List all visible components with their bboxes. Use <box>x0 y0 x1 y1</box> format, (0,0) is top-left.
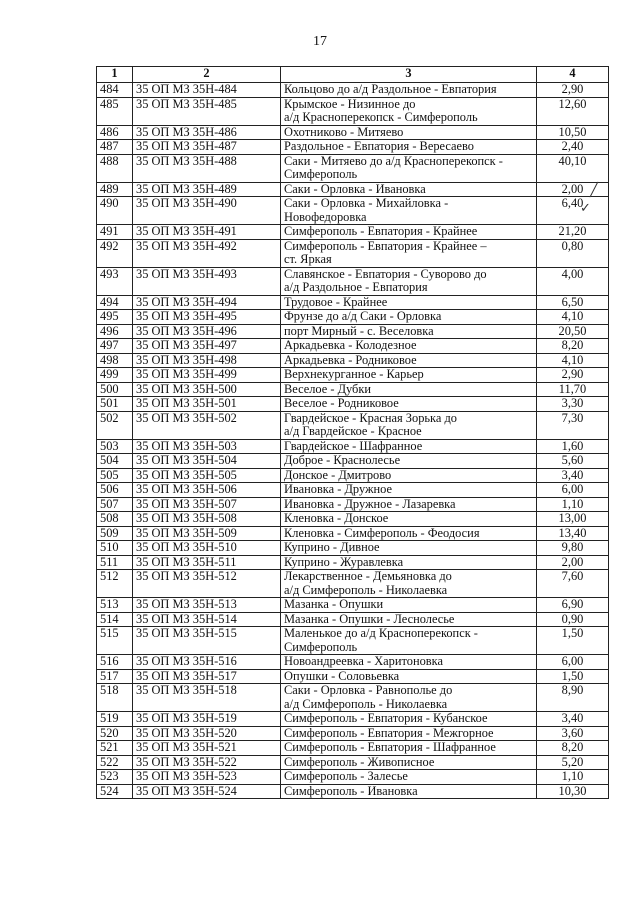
road-name <box>281 140 537 155</box>
road-length: 3,40 <box>537 468 609 483</box>
road-code: 35 ОП МЗ 35Н-523 <box>133 770 281 785</box>
road-name <box>281 154 537 182</box>
row-number: 496 <box>97 324 133 339</box>
road-length: 7,60 <box>537 570 609 598</box>
road-name-line: Симферополь - Евпатория - Кубанское <box>284 711 488 725</box>
road-code: 35 ОП МЗ 35Н-498 <box>133 353 281 368</box>
road-length: 2,90 <box>537 368 609 383</box>
row-number: 510 <box>97 541 133 556</box>
road-length: 0,90 <box>537 612 609 627</box>
road-code: 35 ОП МЗ 35Н-512 <box>133 570 281 598</box>
road-name <box>281 239 537 267</box>
road-code: 35 ОП МЗ 35Н-496 <box>133 324 281 339</box>
road-name <box>281 627 537 655</box>
table-row <box>97 541 609 556</box>
road-code: 35 ОП МЗ 35Н-513 <box>133 598 281 613</box>
table-row <box>97 454 609 469</box>
road-code: 35 ОП МЗ 35Н-497 <box>133 339 281 354</box>
table-row <box>97 368 609 383</box>
road-code: 35 ОП МЗ 35Н-500 <box>133 382 281 397</box>
road-name <box>281 512 537 527</box>
row-number: 493 <box>97 267 133 295</box>
road-length: 6,90 <box>537 598 609 613</box>
road-name-line: Саки - Орловка - Равнополье до <box>284 683 453 697</box>
road-name-line: Аркадьевка - Колодезное <box>284 338 417 352</box>
table-row <box>97 140 609 155</box>
table-row <box>97 741 609 756</box>
road-name-line: Симферополь - Залесье <box>284 769 408 783</box>
table-row <box>97 555 609 570</box>
table-row <box>97 397 609 412</box>
table-row <box>97 97 609 125</box>
row-number: 505 <box>97 468 133 483</box>
road-code: 35 ОП МЗ 35Н-489 <box>133 182 281 197</box>
row-number: 503 <box>97 439 133 454</box>
column-header: 1 <box>97 67 133 83</box>
road-name-line: Симферополь <box>284 639 358 654</box>
road-name-line: порт Мирный - с. Веселовка <box>284 324 434 338</box>
row-number: 514 <box>97 612 133 627</box>
road-length: 2,00 <box>537 182 609 197</box>
row-number: 508 <box>97 512 133 527</box>
road-length: 1,60 <box>537 439 609 454</box>
table-row <box>97 197 609 225</box>
road-name-line: Саки - Орловка - Ивановка <box>284 182 426 196</box>
road-name-line: Охотниково - Митяево <box>284 125 404 139</box>
road-name <box>281 669 537 684</box>
row-number: 502 <box>97 411 133 439</box>
table-row <box>97 295 609 310</box>
road-name-line: Аркадьевка - Родниковое <box>284 353 417 367</box>
road-length: 4,10 <box>537 353 609 368</box>
road-length: 8,90 <box>537 684 609 712</box>
table-row <box>97 755 609 770</box>
road-name <box>281 197 537 225</box>
table-row <box>97 497 609 512</box>
road-name <box>281 295 537 310</box>
road-name <box>281 97 537 125</box>
road-name-line: Славянское - Евпатория - Суворово до <box>284 267 487 281</box>
row-number: 486 <box>97 125 133 140</box>
road-name-line: Кленовка - Симферополь - Феодосия <box>284 526 480 540</box>
road-name <box>281 655 537 670</box>
road-code: 35 ОП МЗ 35Н-493 <box>133 267 281 295</box>
road-code: 35 ОП МЗ 35Н-490 <box>133 197 281 225</box>
road-code: 35 ОП МЗ 35Н-509 <box>133 526 281 541</box>
road-name-line: Симферополь - Евпатория - Крайнее – <box>284 239 487 253</box>
road-length: 12,60 <box>537 97 609 125</box>
road-name <box>281 397 537 412</box>
table-row <box>97 526 609 541</box>
road-code: 35 ОП МЗ 35Н-514 <box>133 612 281 627</box>
road-length: 40,10 <box>537 154 609 182</box>
row-number: 519 <box>97 712 133 727</box>
road-name-line: Ивановка - Дружное <box>284 482 393 496</box>
road-name-line: Раздольное - Евпатория - Вересаево <box>284 139 474 153</box>
row-number: 511 <box>97 555 133 570</box>
row-number: 501 <box>97 397 133 412</box>
road-code: 35 ОП МЗ 35Н-501 <box>133 397 281 412</box>
road-name-line: Куприно - Журавлевка <box>284 555 404 569</box>
road-code: 35 ОП МЗ 35Н-520 <box>133 726 281 741</box>
road-name-line: Новоандреевка - Харитоновка <box>284 654 443 668</box>
handwritten-check-mark: ╱ <box>590 183 598 198</box>
road-name <box>281 267 537 295</box>
road-name <box>281 555 537 570</box>
road-name <box>281 310 537 325</box>
column-header: 2 <box>133 67 281 83</box>
road-code: 35 ОП МЗ 35Н-504 <box>133 454 281 469</box>
road-code: 35 ОП МЗ 35Н-492 <box>133 239 281 267</box>
road-length: 6,00 <box>537 655 609 670</box>
road-code: 35 ОП МЗ 35Н-508 <box>133 512 281 527</box>
road-name-line: Доброе - Краснолесье <box>284 453 401 467</box>
road-code: 35 ОП МЗ 35Н-519 <box>133 712 281 727</box>
road-code: 35 ОП МЗ 35Н-494 <box>133 295 281 310</box>
road-registry-table <box>96 66 609 799</box>
table-row <box>97 310 609 325</box>
road-name <box>281 726 537 741</box>
road-name <box>281 770 537 785</box>
road-length: 10,30 <box>537 784 609 799</box>
row-number: 512 <box>97 570 133 598</box>
road-name <box>281 741 537 756</box>
row-number: 517 <box>97 669 133 684</box>
road-code: 35 ОП МЗ 35Н-502 <box>133 411 281 439</box>
road-length: 13,00 <box>537 512 609 527</box>
road-length: 6,40 <box>537 197 609 225</box>
road-length: 0,80 <box>537 239 609 267</box>
road-name-line: Мазанка - Опушки <box>284 597 384 611</box>
road-name <box>281 439 537 454</box>
road-name-line: Новофедоровка <box>284 209 367 224</box>
row-number: 500 <box>97 382 133 397</box>
road-name <box>281 784 537 799</box>
row-number: 499 <box>97 368 133 383</box>
road-code: 35 ОП МЗ 35Н-488 <box>133 154 281 182</box>
road-name <box>281 468 537 483</box>
row-number: 507 <box>97 497 133 512</box>
road-length: 2,00 <box>537 555 609 570</box>
road-name-line: Фрунзе до а/д Саки - Орловка <box>284 309 442 323</box>
table-row <box>97 353 609 368</box>
road-length: 20,50 <box>537 324 609 339</box>
road-code: 35 ОП МЗ 35Н-517 <box>133 669 281 684</box>
road-name <box>281 454 537 469</box>
table-row <box>97 770 609 785</box>
road-code: 35 ОП МЗ 35Н-485 <box>133 97 281 125</box>
road-name-line: а/д Гвардейское - Красное <box>284 424 422 438</box>
table-row <box>97 324 609 339</box>
road-name-line: Мазанка - Опушки - Леснолесье <box>284 612 455 626</box>
road-length: 9,80 <box>537 541 609 556</box>
road-length: 13,40 <box>537 526 609 541</box>
road-length: 2,90 <box>537 83 609 98</box>
road-name <box>281 353 537 368</box>
row-number: 504 <box>97 454 133 469</box>
table-row <box>97 512 609 527</box>
road-code: 35 ОП МЗ 35Н-518 <box>133 684 281 712</box>
road-length: 3,30 <box>537 397 609 412</box>
road-code: 35 ОП МЗ 35Н-486 <box>133 125 281 140</box>
road-name-line: Гвардейское - Красная Зорька до <box>284 411 457 425</box>
road-name-line: Симферополь - Ивановка <box>284 784 418 798</box>
road-code: 35 ОП МЗ 35Н-521 <box>133 741 281 756</box>
road-code: 35 ОП МЗ 35Н-506 <box>133 483 281 498</box>
road-name-line: Веселое - Родниковое <box>284 396 399 410</box>
road-name <box>281 225 537 240</box>
road-code: 35 ОП МЗ 35Н-507 <box>133 497 281 512</box>
road-length: 3,40 <box>537 712 609 727</box>
row-number: 509 <box>97 526 133 541</box>
road-name-line: Симферополь - Евпатория - Межгорное <box>284 726 494 740</box>
table-body <box>97 83 609 799</box>
table-row <box>97 225 609 240</box>
row-number: 498 <box>97 353 133 368</box>
row-number: 484 <box>97 83 133 98</box>
table-row <box>97 570 609 598</box>
road-name <box>281 598 537 613</box>
road-name <box>281 755 537 770</box>
row-number: 523 <box>97 770 133 785</box>
table-row <box>97 684 609 712</box>
table-header-row <box>97 67 609 83</box>
table-row <box>97 83 609 98</box>
road-name-line: Трудовое - Крайнее <box>284 295 388 309</box>
road-code: 35 ОП МЗ 35Н-524 <box>133 784 281 799</box>
table-row <box>97 182 609 197</box>
road-code: 35 ОП МЗ 35Н-516 <box>133 655 281 670</box>
road-name <box>281 612 537 627</box>
column-header: 4 <box>537 67 609 83</box>
road-name-line: а/д Симферополь - Николаевка <box>284 582 448 597</box>
road-name-line: Саки - Митяево до а/д Красноперекопск - <box>284 154 503 168</box>
road-length: 10,50 <box>537 125 609 140</box>
road-length: 8,20 <box>537 339 609 354</box>
table-row <box>97 267 609 295</box>
table-row <box>97 239 609 267</box>
road-name-line: Куприно - Дивное <box>284 540 380 554</box>
table-row <box>97 712 609 727</box>
road-name <box>281 368 537 383</box>
row-number: 495 <box>97 310 133 325</box>
road-code: 35 ОП МЗ 35Н-522 <box>133 755 281 770</box>
table-row <box>97 154 609 182</box>
road-code: 35 ОП МЗ 35Н-487 <box>133 140 281 155</box>
table-row <box>97 468 609 483</box>
road-name-line: Симферополь - Евпатория - Крайнее <box>284 224 478 238</box>
row-number: 520 <box>97 726 133 741</box>
road-name-line: а/д Красноперекопск - Симферополь <box>284 110 478 124</box>
road-length: 1,10 <box>537 497 609 512</box>
road-name-line: Симферополь <box>284 167 358 181</box>
road-name <box>281 712 537 727</box>
road-name <box>281 497 537 512</box>
row-number: 488 <box>97 154 133 182</box>
road-name-line: а/д Симферополь - Николаевка <box>284 696 448 711</box>
road-code: 35 ОП МЗ 35Н-491 <box>133 225 281 240</box>
road-length: 8,20 <box>537 741 609 756</box>
road-name <box>281 382 537 397</box>
row-number: 494 <box>97 295 133 310</box>
table-row <box>97 726 609 741</box>
road-code: 35 ОП МЗ 35Н-503 <box>133 439 281 454</box>
table-row <box>97 339 609 354</box>
road-name-line: Ивановка - Дружное - Лазаревка <box>284 497 456 511</box>
road-name <box>281 339 537 354</box>
road-name <box>281 541 537 556</box>
row-number: 515 <box>97 627 133 655</box>
road-name <box>281 411 537 439</box>
row-number: 513 <box>97 598 133 613</box>
table-row <box>97 598 609 613</box>
road-code: 35 ОП МЗ 35Н-495 <box>133 310 281 325</box>
road-name <box>281 526 537 541</box>
road-name-line: Опушки - Соловьевка <box>284 669 400 683</box>
row-number: 492 <box>97 239 133 267</box>
road-name-line: Симферополь - Живописное <box>284 755 435 769</box>
road-name <box>281 684 537 712</box>
row-number: 487 <box>97 140 133 155</box>
road-length: 21,20 <box>537 225 609 240</box>
road-length: 4,10 <box>537 310 609 325</box>
road-name <box>281 483 537 498</box>
row-number: 516 <box>97 655 133 670</box>
row-number: 518 <box>97 684 133 712</box>
road-code: 35 ОП МЗ 35Н-510 <box>133 541 281 556</box>
road-name-line: Донское - Дмитрово <box>284 468 392 482</box>
road-name-line: Верхнекурганное - Карьер <box>284 367 424 381</box>
road-name-line: Лекарственное - Демьяновка до <box>284 569 452 583</box>
road-name <box>281 83 537 98</box>
road-length: 1,50 <box>537 627 609 655</box>
road-name-line: Саки - Орловка - Михайловка - <box>284 196 449 210</box>
road-name-line: Крымское - Низинное до <box>284 97 416 111</box>
table-row <box>97 612 609 627</box>
page-number: 17 <box>313 34 327 49</box>
column-header: 3 <box>281 67 537 83</box>
road-name-line: Кленовка - Донское <box>284 511 389 525</box>
row-number: 497 <box>97 339 133 354</box>
row-number: 522 <box>97 755 133 770</box>
road-length: 4,00 <box>537 267 609 295</box>
road-length: 6,00 <box>537 483 609 498</box>
handwritten-check-mark: ✓ <box>580 201 591 216</box>
road-name-line: а/д Раздольное - Евпатория <box>284 280 428 294</box>
road-code: 35 ОП МЗ 35Н-511 <box>133 555 281 570</box>
road-length: 1,50 <box>537 669 609 684</box>
table-row <box>97 669 609 684</box>
road-code: 35 ОП МЗ 35Н-515 <box>133 627 281 655</box>
road-name-line: Маленькое до а/д Красноперекопск - <box>284 626 478 640</box>
road-name-line: Веселое - Дубки <box>284 382 372 396</box>
road-length: 11,70 <box>537 382 609 397</box>
table-row <box>97 627 609 655</box>
road-code: 35 ОП МЗ 35Н-499 <box>133 368 281 383</box>
road-length: 1,10 <box>537 770 609 785</box>
road-name <box>281 125 537 140</box>
table-row <box>97 439 609 454</box>
row-number: 491 <box>97 225 133 240</box>
road-name <box>281 182 537 197</box>
road-length: 5,60 <box>537 454 609 469</box>
road-length: 5,20 <box>537 755 609 770</box>
row-number: 485 <box>97 97 133 125</box>
road-name-line: ст. Яркая <box>284 252 332 266</box>
row-number: 489 <box>97 182 133 197</box>
road-length: 3,60 <box>537 726 609 741</box>
table-row <box>97 483 609 498</box>
road-length: 6,50 <box>537 295 609 310</box>
road-code: 35 ОП МЗ 35Н-505 <box>133 468 281 483</box>
road-name-line: Гвардейское - Шафранное <box>284 439 423 453</box>
table-row <box>97 784 609 799</box>
row-number: 506 <box>97 483 133 498</box>
road-name <box>281 570 537 598</box>
table-row <box>97 411 609 439</box>
road-length: 2,40 <box>537 140 609 155</box>
row-number: 490 <box>97 197 133 225</box>
road-name-line: Симферополь - Евпатория - Шафранное <box>284 740 496 754</box>
road-code: 35 ОП МЗ 35Н-484 <box>133 83 281 98</box>
row-number: 521 <box>97 741 133 756</box>
road-name <box>281 324 537 339</box>
road-name-line: Кольцово до а/д Раздольное - Евпатория <box>284 82 497 96</box>
table-row <box>97 655 609 670</box>
road-length: 7,30 <box>537 411 609 439</box>
table-row <box>97 382 609 397</box>
row-number: 524 <box>97 784 133 799</box>
table-row <box>97 125 609 140</box>
